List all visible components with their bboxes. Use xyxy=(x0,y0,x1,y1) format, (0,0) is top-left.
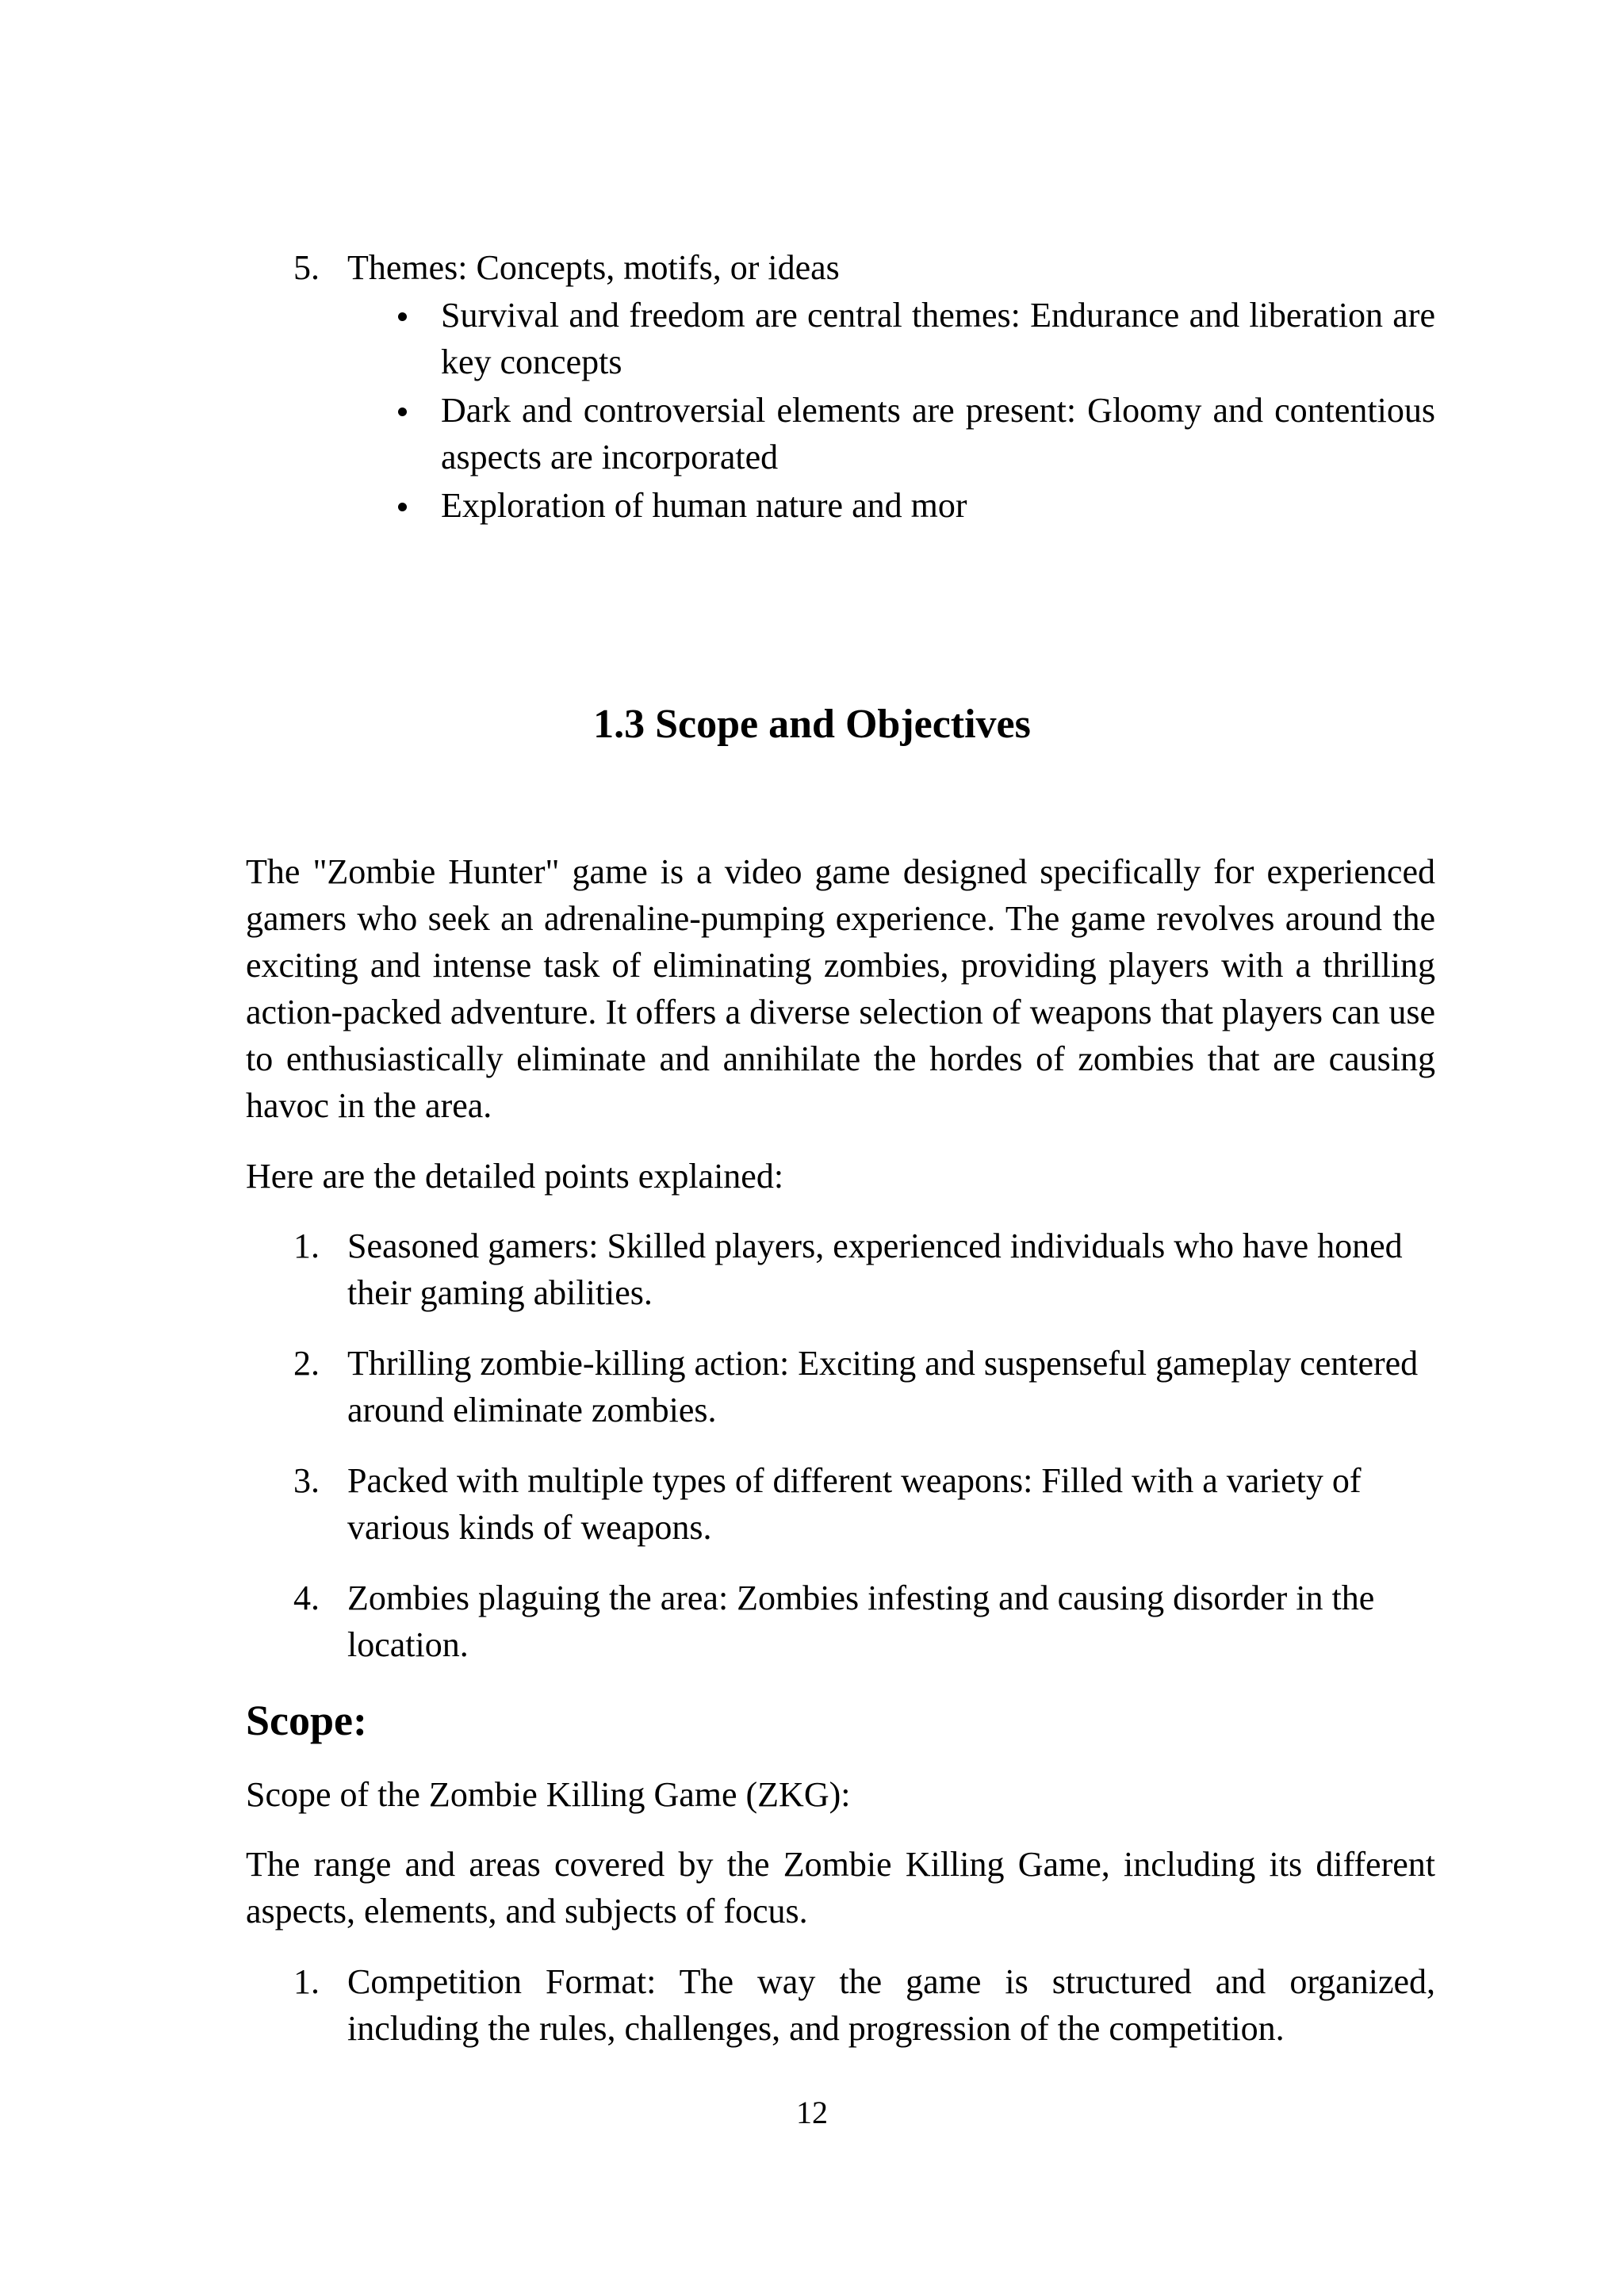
list-item-text: Seasoned gamers: Skilled players, experienced individuals who have honed their gaming abilities. xyxy=(347,1226,1403,1312)
list-item xyxy=(293,1958,1435,2052)
list-item-text: Thrilling zombie-killing action: Exciting and suspenseful gameplay centered around eliminate zombies. xyxy=(347,1344,1419,1429)
list-number: 3. xyxy=(293,1461,320,1500)
theme-bullet-text: Survival and freedom are central themes: Endurance and liberation are key concepts xyxy=(441,296,1435,381)
list-item-text: Competition Format: The way the game is structured and organized, including the rules, challenges, and progression of the competition. xyxy=(347,1962,1435,2048)
list-number: 5. xyxy=(293,248,320,287)
intro-paragraph: The "Zombie Hunter" game is a video game designed specifically for experienced gamers who seek an adrenaline-pumping experience. The game revolves around the exciting and intense task of eliminating zombies, providing players with a thrilling action-packed adventure. It offers a diverse selection of weapons that players can use to enthusiastically eliminate and annihilate the hordes of zombies that are causing havoc in the area. xyxy=(246,852,1435,1125)
points-intro: Here are the detailed points explained: xyxy=(246,1157,784,1196)
scope-heading: Scope: xyxy=(246,1697,367,1744)
theme-bullet xyxy=(385,387,1435,480)
bullet-icon xyxy=(385,292,441,385)
list-item xyxy=(293,1340,1435,1433)
list-item-text: Zombies plaguing the area: Zombies infesting and causing disorder in the location. xyxy=(347,1578,1375,1664)
bullet-icon xyxy=(385,482,441,529)
list-number: 2. xyxy=(293,1344,320,1383)
list-number: 1. xyxy=(293,1226,320,1265)
theme-bullet-text: Dark and controversial elements are present: Gloomy and contentious aspects are incorporated xyxy=(441,391,1435,476)
list-item-text: Packed with multiple types of different weapons: Filled with a variety of various kinds of weapons. xyxy=(347,1461,1362,1547)
list-item xyxy=(293,1575,1435,1668)
section-heading: 1.3 Scope and Objectives xyxy=(593,702,1031,747)
theme-bullet xyxy=(385,292,1435,385)
theme-bullet xyxy=(385,482,1435,529)
themes-item xyxy=(293,244,1435,291)
scope-paragraph: The range and areas covered by the Zombie Killing Game, including its different aspects, elements, and subjects of focus. xyxy=(246,1845,1435,1931)
list-item xyxy=(293,1223,1435,1316)
list-item xyxy=(293,1457,1435,1551)
theme-bullet-text: Exploration of human nature and mor xyxy=(441,486,967,525)
page-number: 12 xyxy=(796,2095,828,2130)
bullet-icon xyxy=(385,387,441,480)
list-number: 1. xyxy=(293,1962,320,2001)
themes-title: Themes: Concepts, motifs, or ideas xyxy=(347,248,840,287)
scope-subtitle: Scope of the Zombie Killing Game (ZKG): xyxy=(246,1775,851,1814)
list-number: 4. xyxy=(293,1578,320,1617)
